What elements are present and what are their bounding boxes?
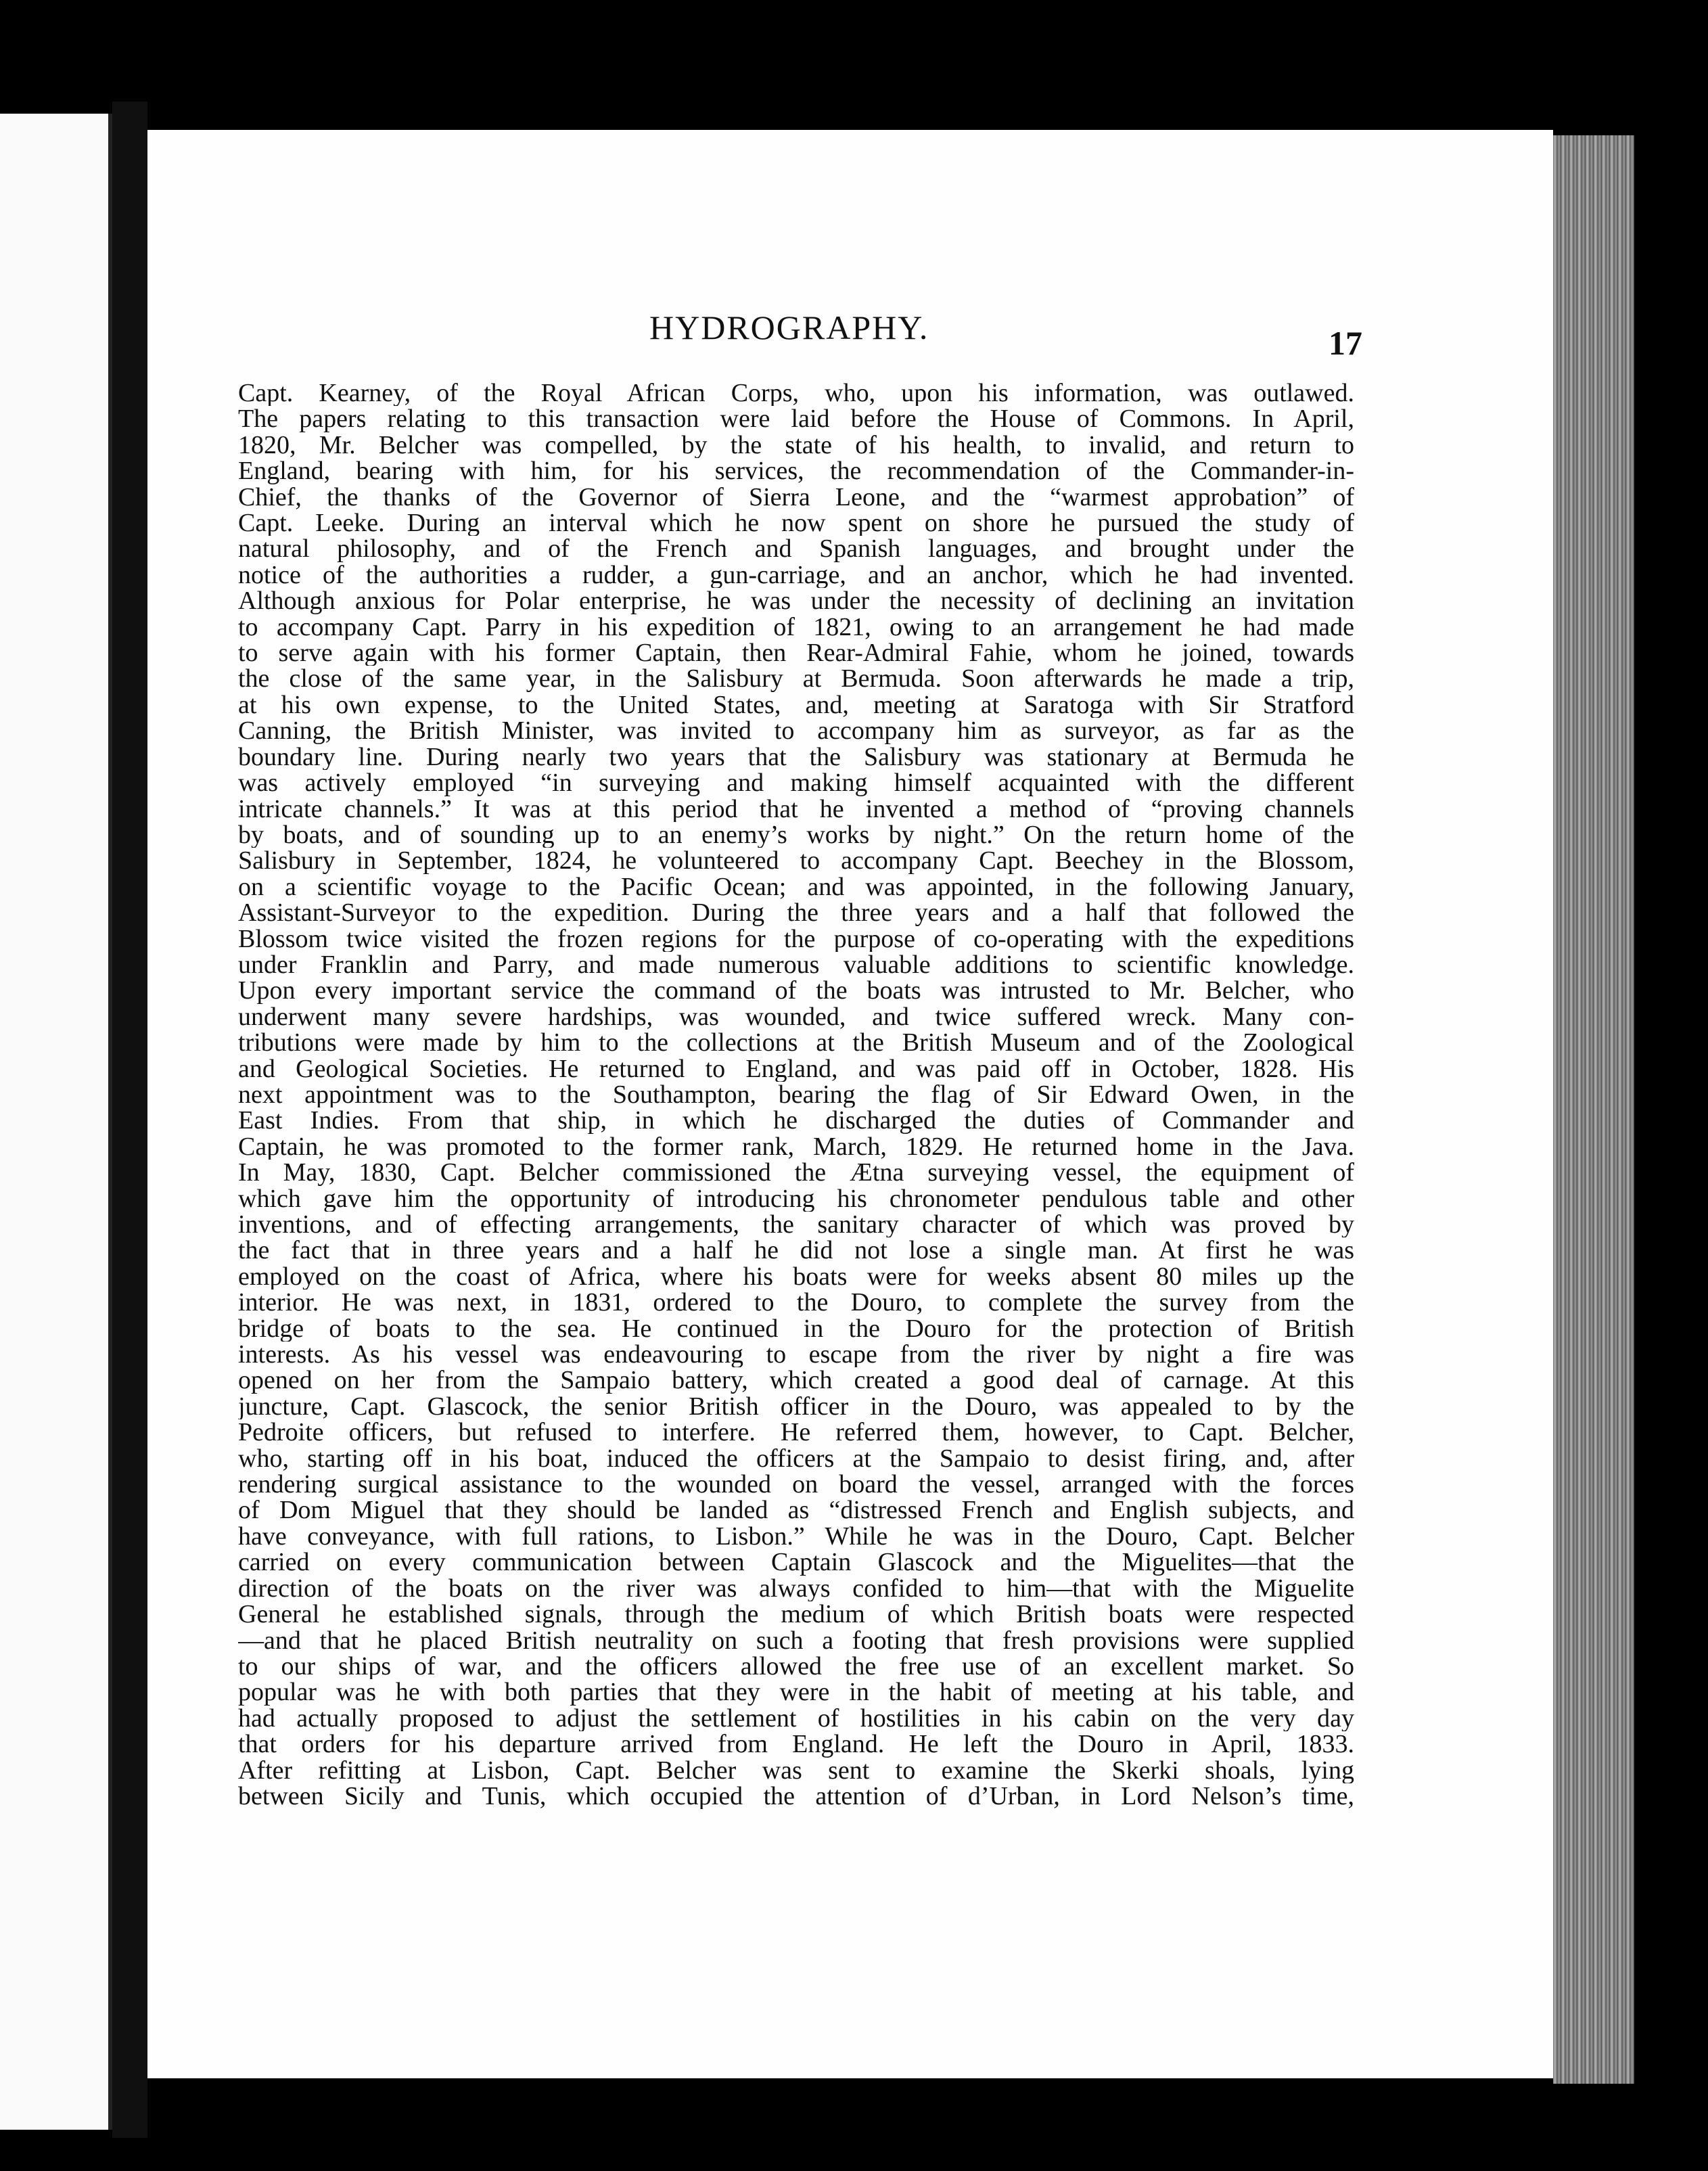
- running-head: HYDROGRAPHY.: [649, 308, 929, 346]
- text-line: to our ships of war, and the officers allowed the free use of an excellent market. So: [238, 1653, 1354, 1680]
- text-line: that orders for his departure arrived from England. He left the Douro in April, 1833.: [238, 1731, 1354, 1758]
- text-line: interior. He was next, in 1831, ordered to the Douro, to complete the survey from the: [238, 1289, 1354, 1316]
- page-number: 17: [1329, 324, 1362, 362]
- page-block-edges: [1553, 135, 1634, 2084]
- text-line: have conveyance, with full rations, to Lisbon.” While he was in the Douro, Capt. Belcher: [238, 1523, 1354, 1550]
- text-line: inventions, and of effecting arrangements, the sanitary character of which was proved by: [238, 1212, 1354, 1238]
- text-line: The papers relating to this transaction were laid before the House of Commons. In April,: [238, 406, 1354, 432]
- text-line: Assistant-Surveyor to the expedition. During the three years and a half that followed the: [238, 900, 1354, 926]
- body-text: [238, 380, 1354, 1809]
- text-line: Capt. Kearney, of the Royal African Corps, who, upon his information, was outlawed.: [238, 380, 1354, 407]
- text-line: next appointment was to the Southampton, bearing the flag of Sir Edward Owen, in the: [238, 1081, 1354, 1108]
- text-line: In May, 1830, Capt. Belcher commissioned the Ætna surveying vessel, the equipment of: [238, 1160, 1354, 1186]
- text-line: juncture, Capt. Glascock, the senior British officer in the Douro, was appealed to by the: [238, 1393, 1354, 1420]
- text-line: intricate channels.” It was at this period that he invented a method of “proving channels: [238, 796, 1354, 822]
- text-line: boundary line. During nearly two years that the Salisbury was stationary at Bermuda he: [238, 744, 1354, 771]
- text-line: interests. As his vessel was endeavouring to escape from the river by night a fire was: [238, 1342, 1354, 1368]
- text-line: Captain, he was promoted to the former rank, March, 1829. He returned home in the Java.: [238, 1133, 1354, 1160]
- text-line: employed on the coast of Africa, where his boats were for weeks absent 80 miles up the: [238, 1263, 1354, 1290]
- text-line: Capt. Leeke. During an interval which he now spent on shore he pursued the study of: [238, 510, 1354, 536]
- text-line: by boats, and of sounding up to an enemy’s works by night.” On the return home of the: [238, 821, 1354, 848]
- text-line: the close of the same year, in the Salisbury at Bermuda. Soon afterwards he made a trip,: [238, 666, 1354, 692]
- text-line: had actually proposed to adjust the settlement of hostilities in his cabin on the very day: [238, 1705, 1354, 1732]
- text-line: Upon every important service the command of the boats was intrusted to Mr. Belcher, who: [238, 978, 1354, 1004]
- text-line: underwent many severe hardships, was wounded, and twice suffered wreck. Many con-: [238, 1003, 1354, 1030]
- text-line: Chief, the thanks of the Governor of Sierra Leone, and the “warmest approbation” of: [238, 484, 1354, 511]
- text-line: at his own expense, to the United States, and, meeting at Saratoga with Sir Stratford: [238, 691, 1354, 718]
- text-line: Blossom twice visited the frozen regions for the purpose of co-operating with the expeditions: [238, 925, 1354, 952]
- text-line: England, bearing with him, for his services, the recommendation of the Commander-in-: [238, 458, 1354, 484]
- text-line: and Geological Societies. He returned to England, and was paid off in October, 1828. His: [238, 1055, 1354, 1082]
- text-line: Pedroite officers, but refused to interfere. He referred them, however, to Capt. Belcher,: [238, 1419, 1354, 1446]
- text-line: Canning, the British Minister, was invited to accompany him as surveyor, as far as the: [238, 718, 1354, 744]
- facing-page-edge: [0, 114, 112, 2130]
- book-gutter: [112, 101, 147, 2138]
- text-line: East Indies. From that ship, in which he discharged the duties of Commander and: [238, 1107, 1354, 1134]
- text-line: to serve again with his former Captain, then Rear-Admiral Fahie, whom he joined, towards: [238, 640, 1354, 666]
- text-line: to accompany Capt. Parry in his expedition of 1821, owing to an arrangement he had made: [238, 614, 1354, 641]
- text-line: under Franklin and Parry, and made numerous valuable additions to scientific knowledge.: [238, 951, 1354, 978]
- text-line: popular was he with both parties that they were in the habit of meeting at his table, and: [238, 1679, 1354, 1706]
- text-line: notice of the authorities a rudder, a gun-carriage, and an anchor, which he had invented.: [238, 562, 1354, 589]
- text-line: which gave him the opportunity of introducing his chronometer pendulous table and other: [238, 1185, 1354, 1212]
- text-line: carried on every communication between Captain Glascock and the Miguelites—that the: [238, 1549, 1354, 1576]
- text-line: —and that he placed British neutrality on such a footing that fresh provisions were supplied: [238, 1627, 1354, 1653]
- text-line: Salisbury in September, 1824, he volunteered to accompany Capt. Beechey in the Blossom,: [238, 848, 1354, 874]
- text-line: the fact that in three years and a half he did not lose a single man. At first he was: [238, 1237, 1354, 1264]
- text-line: rendering surgical assistance to the wounded on board the vessel, arranged with the forces: [238, 1471, 1354, 1498]
- text-line: opened on her from the Sampaio battery, which created a good deal of carnage. At this: [238, 1367, 1354, 1394]
- text-line: of Dom Miguel that they should be landed as “distressed French and English subjects, and: [238, 1497, 1354, 1524]
- text-line: General he established signals, through the medium of which British boats were respected: [238, 1601, 1354, 1628]
- text-line: bridge of boats to the sea. He continued in the Douro for the protection of British: [238, 1315, 1354, 1342]
- text-line: tributions were made by him to the collections at the British Museum and of the Zoological: [238, 1030, 1354, 1056]
- text-line: 1820, Mr. Belcher was compelled, by the state of his health, to invalid, and return to: [238, 432, 1354, 459]
- text-line: on a scientific voyage to the Pacific Ocean; and was appointed, in the following January,: [238, 873, 1354, 900]
- text-line: direction of the boats on the river was always confided to him—that with the Miguelite: [238, 1575, 1354, 1602]
- text-line: who, starting off in his boat, induced the officers at the Sampaio to desist firing, and, after: [238, 1445, 1354, 1472]
- text-line: natural philosophy, and of the French and Spanish languages, and brought under the: [238, 536, 1354, 562]
- text-line: After refitting at Lisbon, Capt. Belcher was sent to examine the Skerki shoals, lying: [238, 1757, 1354, 1783]
- text-line: Although anxious for Polar enterprise, he was under the necessity of declining an invitation: [238, 588, 1354, 614]
- text-line: was actively employed “in surveying and making himself acquainted with the different: [238, 770, 1354, 796]
- text-line: between Sicily and Tunis, which occupied the attention of d’Urban, in Lord Nelson’s time,: [238, 1783, 1354, 1810]
